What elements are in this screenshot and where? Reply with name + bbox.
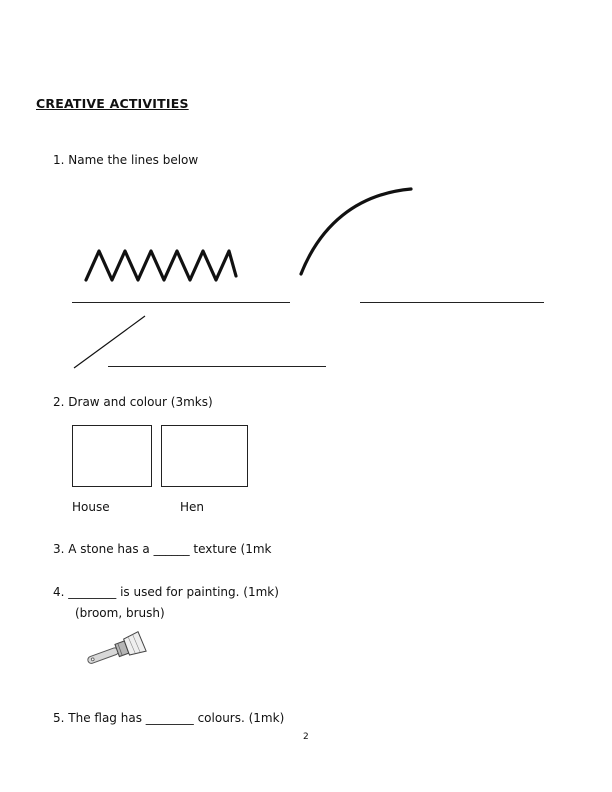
page-title: CREATIVE ACTIVITIES bbox=[36, 96, 189, 111]
question-4-options: (broom, brush) bbox=[75, 606, 165, 620]
brush-handle bbox=[87, 647, 119, 665]
question-3-text: 3. A stone has a ______ texture (1mk bbox=[53, 542, 272, 556]
paint-brush-icon bbox=[82, 632, 152, 667]
slanting-line bbox=[74, 316, 145, 368]
zigzag-line bbox=[86, 251, 236, 280]
question-2-text: 2. Draw and colour (3mks) bbox=[53, 395, 213, 409]
house-label: House bbox=[72, 500, 110, 514]
question-5-text: 5. The flag has ________ colours. (1mk) bbox=[53, 711, 285, 725]
curved-line bbox=[301, 189, 411, 274]
answer-line-1[interactable] bbox=[72, 302, 290, 303]
hen-label: Hen bbox=[180, 500, 205, 514]
page-number: 2 bbox=[303, 732, 309, 742]
hen-drawing-box[interactable] bbox=[161, 425, 248, 487]
house-drawing-box[interactable] bbox=[72, 425, 152, 487]
answer-line-2[interactable] bbox=[360, 302, 544, 303]
question-4-text: 4. ________ is used for painting. (1mk) bbox=[53, 585, 279, 599]
question-1-text: 1. Name the lines below bbox=[53, 153, 199, 167]
answer-line-3[interactable] bbox=[108, 366, 326, 367]
